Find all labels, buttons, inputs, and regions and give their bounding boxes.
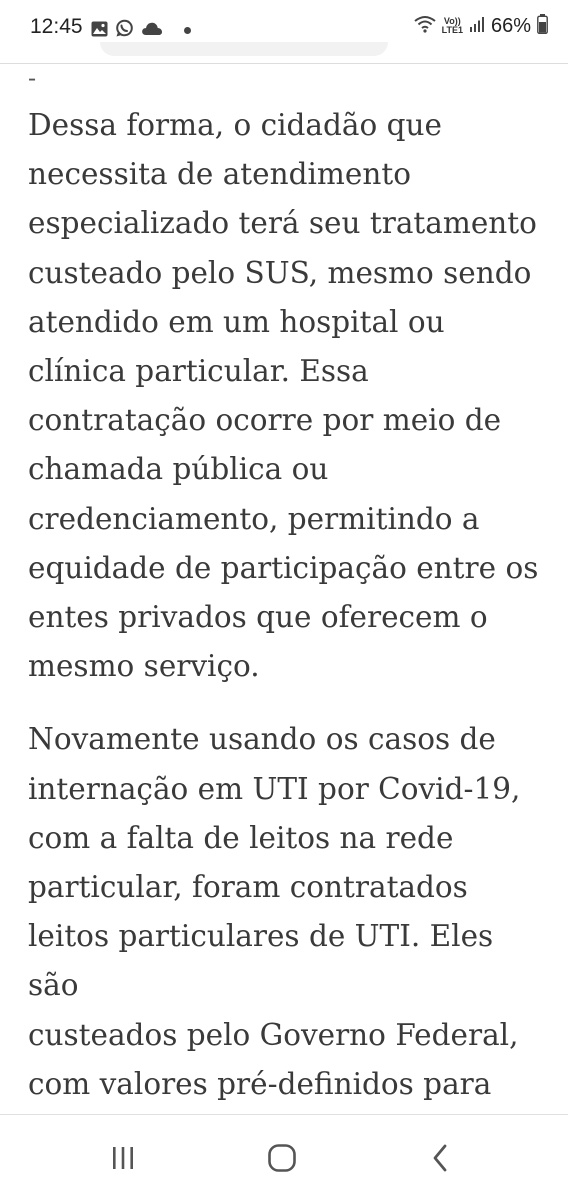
- collapsed-address-bar[interactable]: [100, 42, 388, 56]
- battery-percentage: 66%: [490, 14, 531, 37]
- status-time: 12:45: [30, 15, 83, 38]
- lte-label: LTE1: [441, 25, 463, 35]
- battery-icon: [537, 14, 548, 38]
- navigation-bar: [0, 1115, 568, 1200]
- signal-icon: [469, 16, 485, 36]
- image-icon: [91, 21, 108, 41]
- system-indicators: [414, 14, 548, 38]
- wifi-icon: [414, 15, 436, 37]
- back-button[interactable]: [420, 1143, 460, 1177]
- whatsapp-icon: [115, 19, 134, 42]
- lte-icon: [442, 17, 463, 35]
- home-button[interactable]: [262, 1143, 302, 1177]
- article-body: [28, 56, 553, 1158]
- article-paragraph-1: Dessa forma, o cidadão que necessita de atendimento especializado terá seu tratamento custeado pelo SUS, mesmo sendo atendido em um hospital ou clínica particular. Essa contratação ocorre por meio de chamada pública ou credenciamento, permitindo a equidade de participação entre os entes privados que oferecem o mesmo serviço.: [28, 108, 539, 684]
- notification-icons: [91, 19, 191, 42]
- volte-label: Vo)): [443, 16, 461, 26]
- notification-dot-icon: [184, 27, 191, 34]
- cloud-icon: [141, 21, 163, 40]
- stray-dash-text: -: [28, 64, 37, 92]
- article-paragraph-2: Novamente usando os casos de internação em UTI por Covid-19, com a falta de leitos na rede particular, foram contratados leitos particulares de UTI. Eles são custeados pelo Governo Federal, com valores pré-definidos para: [28, 722, 521, 1101]
- recent-apps-icon: [109, 1145, 137, 1175]
- back-icon: [430, 1143, 450, 1177]
- recent-apps-button[interactable]: [103, 1143, 143, 1177]
- status-bar: [0, 0, 568, 60]
- home-icon: [267, 1143, 297, 1177]
